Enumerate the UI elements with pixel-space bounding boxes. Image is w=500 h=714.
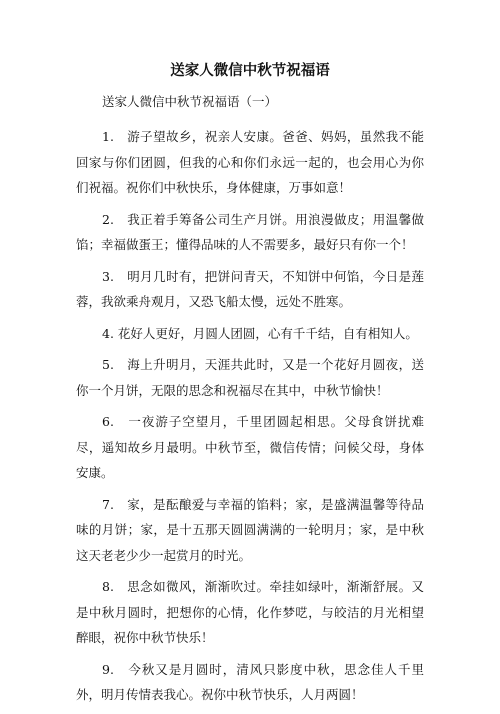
wish-paragraph-2: 2. 我正着手筹备公司生产月饼。用浪漫做皮；用温馨做馅；幸福做蛋王；懂得品味的人不需要多，最好只有你一个！ [76, 211, 424, 252]
wish-paragraph-9: 9. 今秋又是月圆时，清风只影度中秋，思念佳人千里外，明月传情表我心。祝你中秋节快乐，人月两圆！ [76, 661, 424, 702]
wish-paragraph-3: 3. 明月几时有，把饼问青天，不知饼中何馅，今日是莲蓉，我欲乘舟观月，又恐飞船太慢，远处不胜寒。 [76, 268, 424, 309]
document-title: 送家人微信中秋节祝福语 [170, 62, 330, 79]
wish-paragraph-5: 5. 海上升明月，天涯共此时，又是一个花好月圆夜，送你一个月饼，无限的思念和祝福尽在其中，中秋节愉快！ [76, 357, 424, 398]
wish-paragraph-8: 8. 思念如微风，渐渐吹过。牵挂如绿叶，渐渐舒展。又是中秋月圆时，把想你的心情，化作梦呓，与皎洁的月光相望醉眼，祝你中秋节快乐！ [76, 579, 424, 645]
wish-paragraph-7: 7. 家，是酝酿爱与幸福的馅料；家，是盛满温馨等待品味的月饼；家，是十五那天圆圆满满的一轮明月；家，是中秋这天老老少少一起赏月的时光。 [76, 496, 424, 563]
wish-paragraph-6: 6. 一夜游子空望月，千里团圆起相思。父母食饼扰难尽，遥知故乡月最明。中秋节至，微信传情；问候父母，身体安康。 [76, 414, 424, 480]
section-title: 送家人微信中秋节祝福语（一） [102, 94, 278, 109]
document-page [76, 60, 424, 714]
wish-paragraph-4: 4. 花好人更好，月圆人团圆，心有千千结，自有相知人。 [102, 325, 418, 341]
wish-paragraph-1: 1. 游子望故乡，祝亲人安康。爸爸、妈妈，虽然我不能回家与你们团圆，但我的心和你们永远一起的，也会用心为你们祝福。祝你们中秋快乐，身体健康，万事如意！ [76, 129, 424, 195]
